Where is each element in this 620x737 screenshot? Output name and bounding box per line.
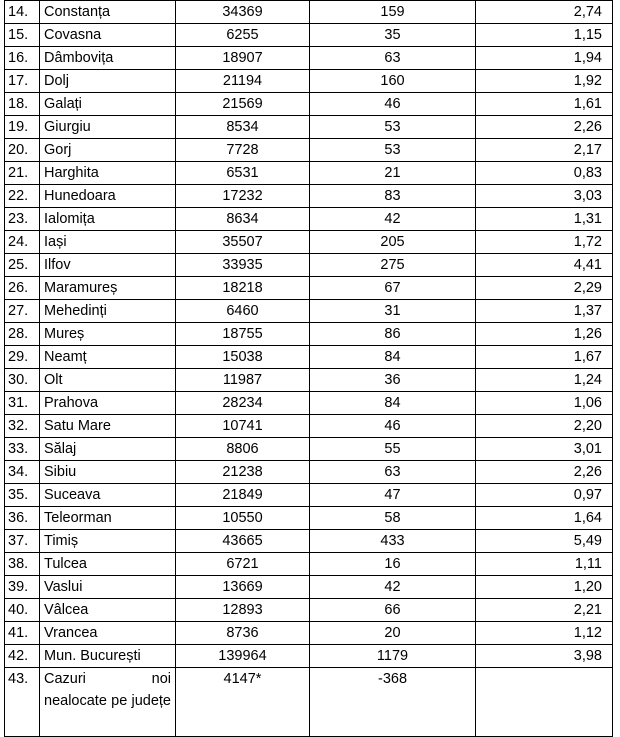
incidence-rate: 1,12 — [476, 622, 613, 645]
table-row — [5, 185, 613, 208]
row-number: 38. — [5, 553, 40, 576]
new-cases: 63 — [310, 47, 476, 70]
county-name: Galați — [40, 93, 176, 116]
county-name: Satu Mare — [40, 415, 176, 438]
new-cases: 159 — [310, 1, 476, 24]
row-number: 31. — [5, 392, 40, 415]
incidence-rate: 1,31 — [476, 208, 613, 231]
county-name: Maramureș — [40, 277, 176, 300]
row-number: 19. — [5, 116, 40, 139]
new-cases: 53 — [310, 116, 476, 139]
row-number: 23. — [5, 208, 40, 231]
row-number: 36. — [5, 507, 40, 530]
row-number: 14. — [5, 1, 40, 24]
incidence-rate: 2,74 — [476, 1, 613, 24]
county-name: Tulcea — [40, 553, 176, 576]
total-cases: 7728 — [176, 139, 310, 162]
table-row — [5, 507, 613, 530]
new-cases: 205 — [310, 231, 476, 254]
table-row — [5, 93, 613, 116]
row-number: 32. — [5, 415, 40, 438]
total-cases: 21238 — [176, 461, 310, 484]
incidence-rate: 1,37 — [476, 300, 613, 323]
county-name: Dâmbovița — [40, 47, 176, 70]
new-cases: 53 — [310, 139, 476, 162]
row-number: 27. — [5, 300, 40, 323]
incidence-rate: 1,15 — [476, 24, 613, 47]
table-row — [5, 576, 613, 599]
incidence-rate: 1,67 — [476, 346, 613, 369]
total-cases: 35507 — [176, 231, 310, 254]
new-cases: 20 — [310, 622, 476, 645]
table-row-unallocated — [5, 668, 613, 737]
new-cases: 42 — [310, 576, 476, 599]
row-number: 42. — [5, 645, 40, 668]
table-row — [5, 254, 613, 277]
total-cases: 6460 — [176, 300, 310, 323]
new-cases: 83 — [310, 185, 476, 208]
new-cases: 84 — [310, 346, 476, 369]
incidence-rate: 1,61 — [476, 93, 613, 116]
county-name: Teleorman — [40, 507, 176, 530]
incidence-rate: 1,11 — [476, 553, 613, 576]
incidence-rate: 1,72 — [476, 231, 613, 254]
table-row — [5, 438, 613, 461]
county-name: Vrancea — [40, 622, 176, 645]
row-number: 29. — [5, 346, 40, 369]
new-cases: 46 — [310, 415, 476, 438]
county-cases-table — [4, 0, 613, 737]
row-number: 43. — [5, 668, 40, 737]
row-number: 20. — [5, 139, 40, 162]
total-cases: 21194 — [176, 70, 310, 93]
row-number: 40. — [5, 599, 40, 622]
table-row — [5, 484, 613, 507]
table-body — [5, 1, 613, 737]
row-number: 21. — [5, 162, 40, 185]
total-cases: 15038 — [176, 346, 310, 369]
incidence-rate: 3,03 — [476, 185, 613, 208]
table-row — [5, 208, 613, 231]
row-number: 41. — [5, 622, 40, 645]
table-row — [5, 162, 613, 185]
new-cases: 67 — [310, 277, 476, 300]
county-name: Sălaj — [40, 438, 176, 461]
total-cases: 8736 — [176, 622, 310, 645]
new-cases: 84 — [310, 392, 476, 415]
total-cases: 34369 — [176, 1, 310, 24]
new-cases: 433 — [310, 530, 476, 553]
total-cases: 12893 — [176, 599, 310, 622]
total-cases: 139964 — [176, 645, 310, 668]
county-name: Iași — [40, 231, 176, 254]
total-cases: 8806 — [176, 438, 310, 461]
incidence-rate: 0,97 — [476, 484, 613, 507]
incidence-rate: 1,06 — [476, 392, 613, 415]
county-name: Sibiu — [40, 461, 176, 484]
table-row — [5, 461, 613, 484]
table-row — [5, 139, 613, 162]
table-row — [5, 47, 613, 70]
total-cases: 10741 — [176, 415, 310, 438]
incidence-rate: 3,98 — [476, 645, 613, 668]
new-cases: 86 — [310, 323, 476, 346]
incidence-rate: 2,20 — [476, 415, 613, 438]
county-name: Suceava — [40, 484, 176, 507]
row-number: 35. — [5, 484, 40, 507]
new-cases: 58 — [310, 507, 476, 530]
row-number: 22. — [5, 185, 40, 208]
table-row — [5, 645, 613, 668]
table-row — [5, 277, 613, 300]
county-name: Olt — [40, 369, 176, 392]
table-row — [5, 1, 613, 24]
total-cases: 6721 — [176, 553, 310, 576]
table-row — [5, 530, 613, 553]
total-cases: 17232 — [176, 185, 310, 208]
row-number: 26. — [5, 277, 40, 300]
total-cases: 18218 — [176, 277, 310, 300]
new-cases: 16 — [310, 553, 476, 576]
incidence-rate — [476, 668, 613, 737]
incidence-rate: 2,17 — [476, 139, 613, 162]
incidence-rate: 2,21 — [476, 599, 613, 622]
incidence-rate: 1,24 — [476, 369, 613, 392]
table-row — [5, 369, 613, 392]
incidence-rate: 1,94 — [476, 47, 613, 70]
row-number: 15. — [5, 24, 40, 47]
incidence-rate: 1,26 — [476, 323, 613, 346]
new-cases: 35 — [310, 24, 476, 47]
row-number: 39. — [5, 576, 40, 599]
row-number: 17. — [5, 70, 40, 93]
total-cases: 18755 — [176, 323, 310, 346]
county-name: Covasna — [40, 24, 176, 47]
incidence-rate: 2,29 — [476, 277, 613, 300]
table-row — [5, 553, 613, 576]
county-name: Ialomița — [40, 208, 176, 231]
county-name: Vâlcea — [40, 599, 176, 622]
county-name: Timiș — [40, 530, 176, 553]
total-cases: 28234 — [176, 392, 310, 415]
total-cases: 21569 — [176, 93, 310, 116]
table-row — [5, 346, 613, 369]
table-row — [5, 599, 613, 622]
new-cases: 31 — [310, 300, 476, 323]
incidence-rate: 1,20 — [476, 576, 613, 599]
new-cases: 275 — [310, 254, 476, 277]
new-cases: 46 — [310, 93, 476, 116]
county-name: Giurgiu — [40, 116, 176, 139]
table-row — [5, 231, 613, 254]
new-cases: 66 — [310, 599, 476, 622]
table-row — [5, 323, 613, 346]
row-number: 25. — [5, 254, 40, 277]
county-name: Dolj — [40, 70, 176, 93]
county-name: Hunedoara — [40, 185, 176, 208]
row-number: 30. — [5, 369, 40, 392]
total-cases: 10550 — [176, 507, 310, 530]
table-row — [5, 392, 613, 415]
county-name: Ilfov — [40, 254, 176, 277]
county-name: Harghita — [40, 162, 176, 185]
county-name: Prahova — [40, 392, 176, 415]
row-number: 24. — [5, 231, 40, 254]
county-name: Mureș — [40, 323, 176, 346]
incidence-rate: 3,01 — [476, 438, 613, 461]
row-number: 34. — [5, 461, 40, 484]
table-row — [5, 24, 613, 47]
row-number: 28. — [5, 323, 40, 346]
incidence-rate: 1,64 — [476, 507, 613, 530]
incidence-rate: 2,26 — [476, 116, 613, 139]
table-row — [5, 415, 613, 438]
row-number: 37. — [5, 530, 40, 553]
table-row — [5, 70, 613, 93]
incidence-rate: 2,26 — [476, 461, 613, 484]
total-cases: 21849 — [176, 484, 310, 507]
new-cases: 1179 — [310, 645, 476, 668]
incidence-rate: 5,49 — [476, 530, 613, 553]
table-row — [5, 622, 613, 645]
total-cases: 33935 — [176, 254, 310, 277]
new-cases: 160 — [310, 70, 476, 93]
total-cases: 43665 — [176, 530, 310, 553]
table-row — [5, 116, 613, 139]
new-cases: 47 — [310, 484, 476, 507]
incidence-rate: 0,83 — [476, 162, 613, 185]
county-name: Mehedinți — [40, 300, 176, 323]
row-number: 18. — [5, 93, 40, 116]
total-cases: 6255 — [176, 24, 310, 47]
county-name: Gorj — [40, 139, 176, 162]
total-cases: 6531 — [176, 162, 310, 185]
row-number: 16. — [5, 47, 40, 70]
total-cases: 8634 — [176, 208, 310, 231]
county-name: Constanța — [40, 1, 176, 24]
new-cases: 36 — [310, 369, 476, 392]
new-cases: 55 — [310, 438, 476, 461]
new-cases: 21 — [310, 162, 476, 185]
county-name: Neamț — [40, 346, 176, 369]
incidence-rate: 4,41 — [476, 254, 613, 277]
new-cases: 63 — [310, 461, 476, 484]
total-cases: 8534 — [176, 116, 310, 139]
total-cases: 4147* — [176, 668, 310, 737]
county-name: Cazuri noi nealocate pe județe — [40, 668, 176, 737]
incidence-rate: 1,92 — [476, 70, 613, 93]
new-cases: -368 — [310, 668, 476, 737]
county-name: Vaslui — [40, 576, 176, 599]
row-number: 33. — [5, 438, 40, 461]
county-name: Mun. București — [40, 645, 176, 668]
total-cases: 11987 — [176, 369, 310, 392]
table-row — [5, 300, 613, 323]
total-cases: 13669 — [176, 576, 310, 599]
total-cases: 18907 — [176, 47, 310, 70]
new-cases: 42 — [310, 208, 476, 231]
